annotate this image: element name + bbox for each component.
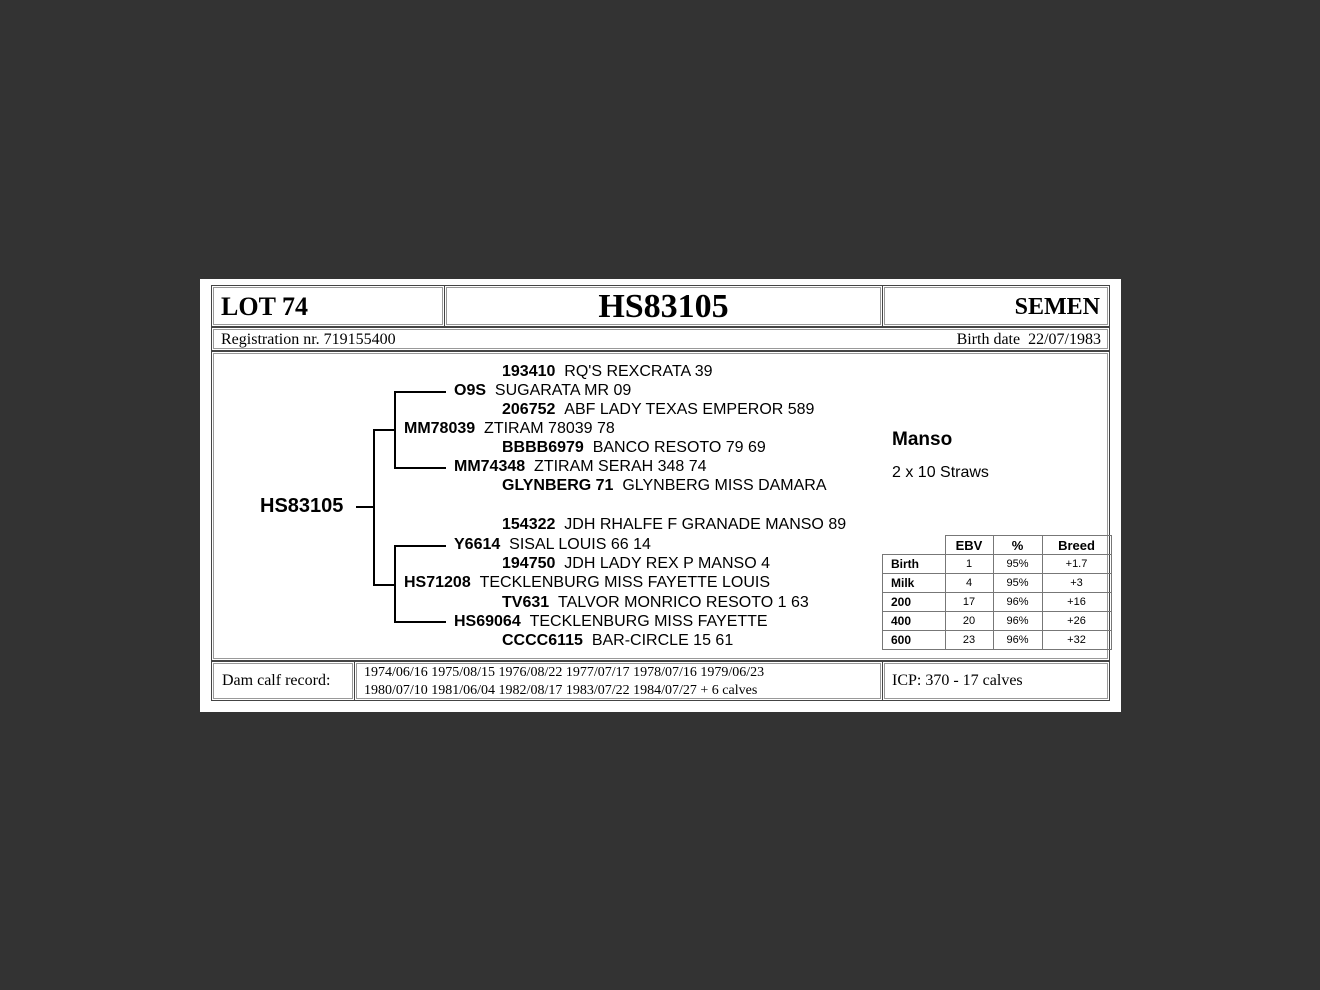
pedigree-dam-dam-sire: TV631 TALVOR MONRICO RESOTO 1 63: [502, 594, 809, 611]
ebv-header-row: [883, 536, 1112, 555]
pedigree-dam: HS71208 TECKLENBURG MISS FAYETTE LOUIS: [404, 574, 771, 591]
product-type: SEMEN: [1014, 294, 1100, 320]
info-row: [211, 327, 1110, 351]
lot-number: LOT 74: [221, 292, 308, 321]
pedigree-sire-sire: O9S SUGARATA MR 09: [454, 382, 632, 399]
pedigree-subject: HS83105: [260, 495, 344, 517]
calf-record-box: [354, 661, 883, 701]
dam-calf-label-box: [211, 661, 355, 701]
pedigree-dam-sire-dam: 194750 JDH LADY REX P MANSO 4: [502, 555, 770, 572]
pedigree-sire-sire-sire: 193410 RQ'S REXCRATA 39: [502, 363, 713, 380]
icp-summary: ICP: 370 - 17 calves: [892, 672, 1023, 689]
pedigree-sire-dam-dam: GLYNBERG 71 GLYNBERG MISS DAMARA: [502, 477, 827, 494]
registration-number: Registration nr. 719155400: [221, 331, 396, 348]
table-row: Milk 4 95% +3: [883, 574, 1112, 593]
pedigree-dam-sire: Y6614 SISAL LOUIS 66 14: [454, 536, 651, 553]
lot-card: [200, 279, 1121, 712]
table-row: 400 20 96% +26: [883, 612, 1112, 631]
birth-date-label: Birth date: [956, 331, 1021, 348]
pedigree-sire-dam-sire: BBBB6979 BANCO RESOTO 79 69: [502, 439, 766, 456]
pedigree-sire-sire-dam: 206752 ABF LADY TEXAS EMPEROR 589: [502, 401, 815, 418]
birth-date-value: 22/07/1983: [1028, 331, 1101, 348]
animal-code: HS83105: [598, 288, 729, 325]
code-box: [444, 285, 883, 327]
ebv-header: EBV: [945, 536, 993, 555]
pedigree-sire-dam: MM74348 ZTIRAM SERAH 348 74: [454, 458, 707, 475]
breed-header: Breed: [1042, 536, 1111, 555]
calf-record-line-1: 1974/06/16 1975/08/15 1976/08/22 1977/07/17 1978/07/16 1979/06/23: [364, 665, 765, 680]
calf-record-line-2: 1980/07/10 1981/06/04 1982/08/17 1983/07/22 1984/07/27 + 6 calves: [364, 683, 758, 698]
ebv-table: [882, 535, 1112, 650]
table-row: 200 17 96% +16: [883, 593, 1112, 612]
pedigree-dam-dam: HS69064 TECKLENBURG MISS FAYETTE: [454, 613, 768, 630]
pedigree-dam-dam-dam: CCCC6115 BAR-CIRCLE 15 61: [502, 632, 734, 649]
table-row: 600 23 96% +32: [883, 631, 1112, 650]
pct-header: %: [993, 536, 1042, 555]
pedigree-sire: MM78039 ZTIRAM 78039 78: [404, 420, 615, 437]
dam-calf-label: Dam calf record:: [222, 672, 331, 689]
table-row: Birth 1 95% +1.7: [883, 555, 1112, 574]
birth-date: [957, 331, 1101, 349]
lot-box: [211, 285, 445, 327]
product-box: [882, 285, 1110, 327]
icp-box: [882, 661, 1110, 701]
pedigree-dam-sire-sire: 154322 JDH RHALFE F GRANADE MANSO 89: [502, 516, 847, 533]
breed-name: Manso: [892, 429, 953, 450]
straws-count: 2 x 10 Straws: [892, 464, 989, 481]
